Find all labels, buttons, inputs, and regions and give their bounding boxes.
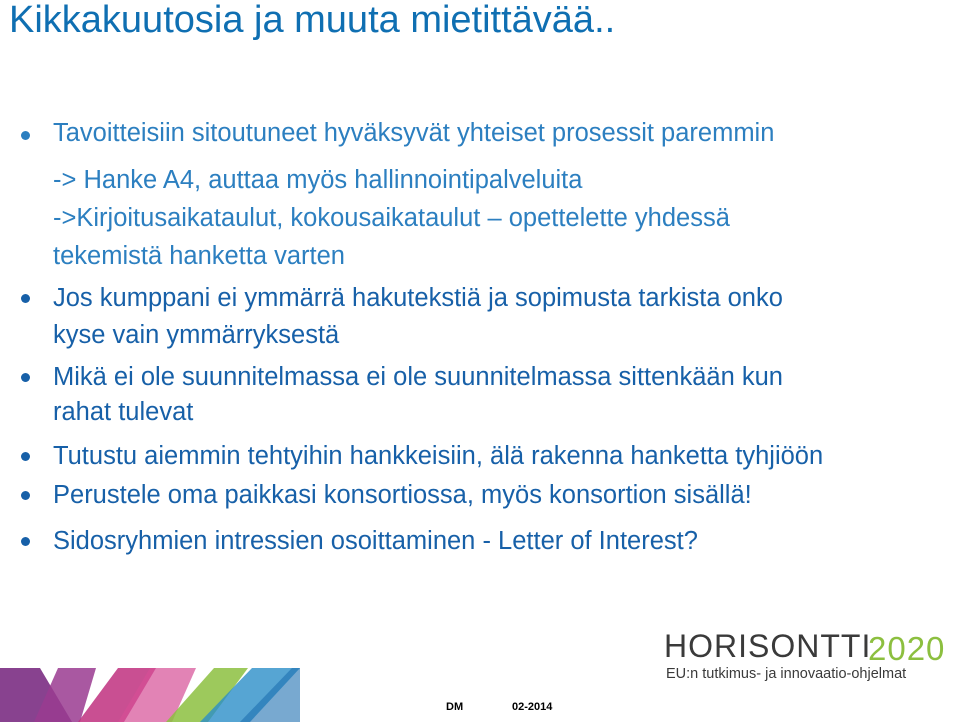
logo-word: HORISONTTI [664,628,872,664]
bullet-line: Mikä ei ole suunnitelmassa ei ole suunnitelmassa sittenkään kun [53,363,783,391]
bullet-dot [21,373,30,382]
bullet-line: ->Kirjoitusaikataulut, kokousaikataulut – opettelette yhdessä [53,204,730,232]
bullet-line: -> Hanke A4, auttaa myös hallinnointipalveluita [53,166,583,194]
bullet-line: kyse vain ymmärryksestä [53,321,340,349]
bullet-line: Sidosryhmien intressien osoittaminen - Letter of Interest? [53,527,698,555]
bullet-line: Tavoitteisiin sitoutuneet hyväksyvät yhteiset prosessit paremmin [53,119,775,147]
logo-subtitle: EU:n tutkimus- ja innovaatio-ohjelmat [666,666,907,682]
logo-year: 2020 [868,630,946,664]
bullet-line: Perustele oma paikkasi konsortiossa, myös konsortion sisällä! [53,481,752,509]
bullet-line: Jos kumppani ei ymmärrä hakutekstiä ja sopimusta tarkista onko [53,284,783,312]
footer-date: 02-2014 [512,701,553,713]
bullet-dot [21,294,30,303]
logo-2020-mark [868,630,960,664]
bullet-dot [21,537,30,546]
footer-stripes [0,668,300,722]
bullet-line: Tutustu aiemmin tehtyihin hankkeisiin, älä rakenna hanketta tyhjiöön [53,442,824,470]
slide-title: Kikkakuutosia ja muuta mietittävää.. [9,0,616,41]
bullet-line: tekemistä hanketta varten [53,242,345,270]
bullet-line: rahat tulevat [53,398,194,426]
bullet-dot [21,131,30,140]
bullet-dot [21,491,30,500]
bullet-dot [21,452,30,461]
horisontti-2020-logo [664,628,960,688]
footer-author: DM [446,701,464,713]
